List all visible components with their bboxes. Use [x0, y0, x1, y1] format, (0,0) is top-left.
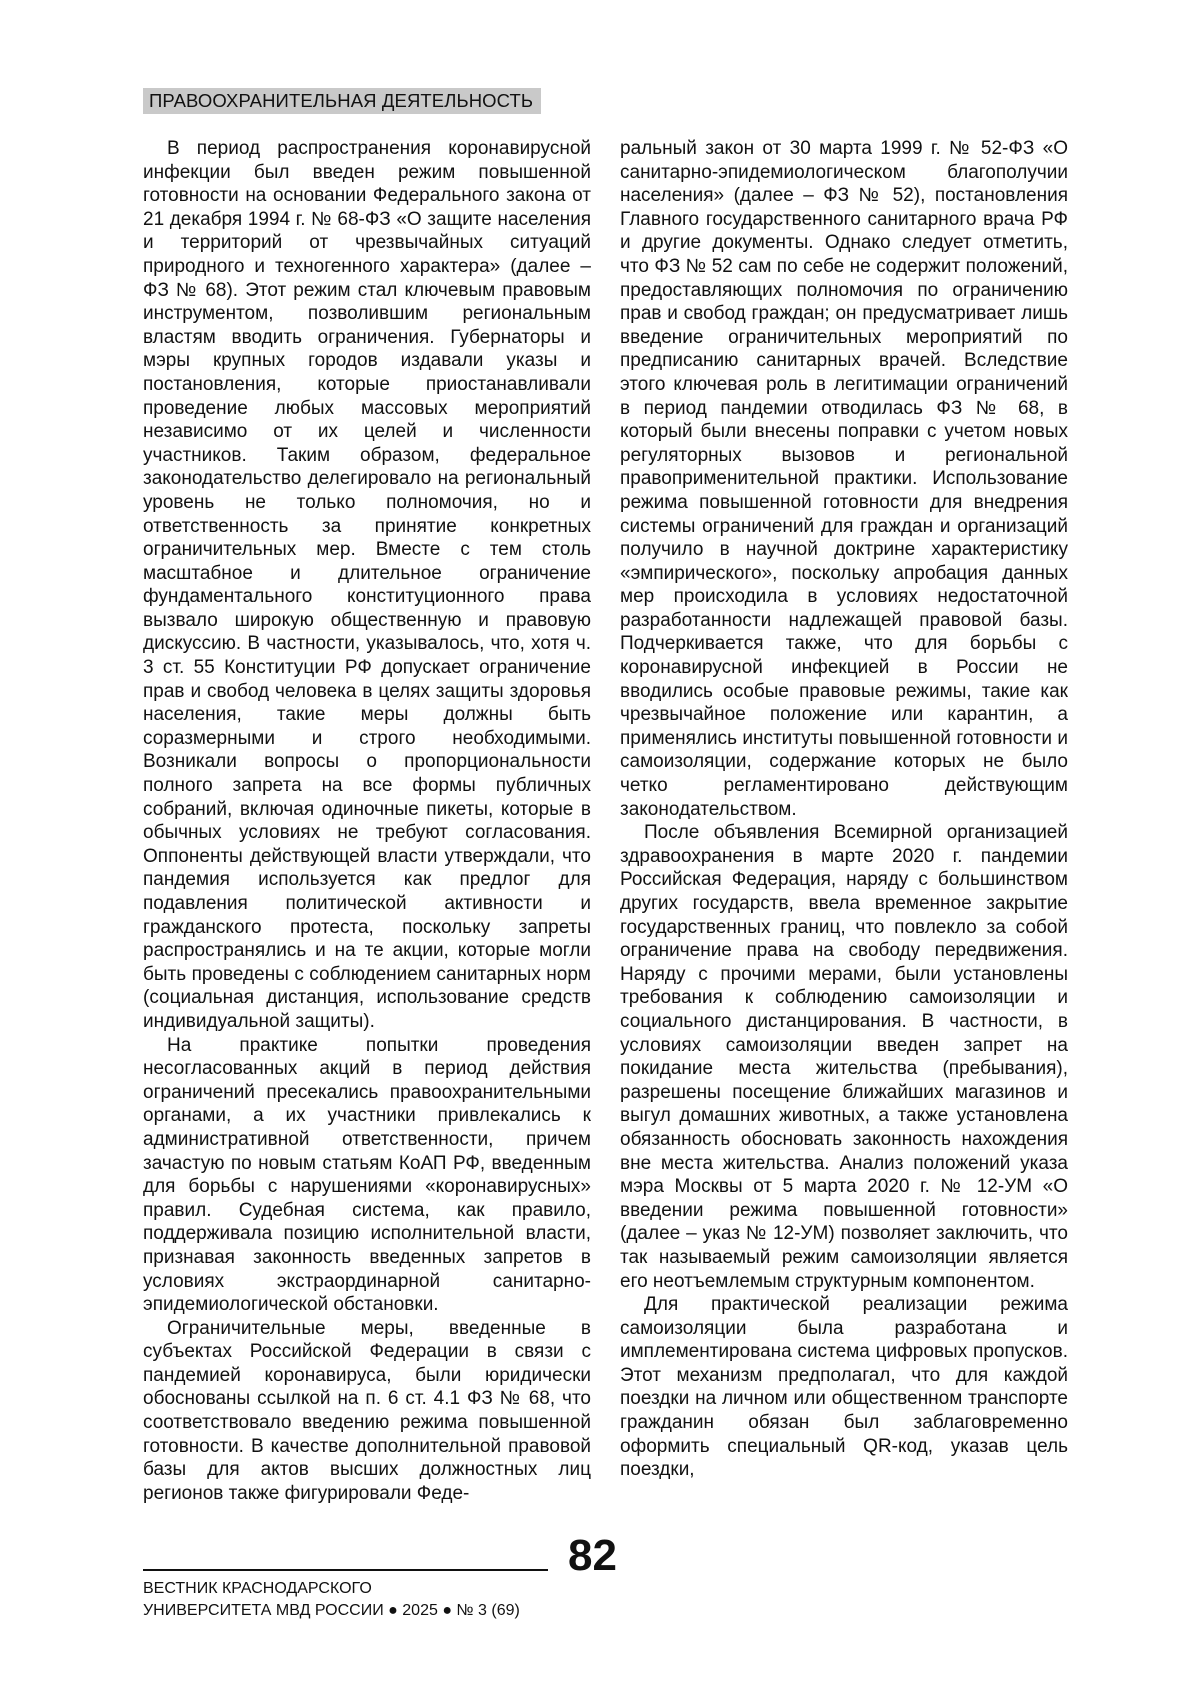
section-title: ПРАВООХРАНИТЕЛЬНАЯ ДЕЯТЕЛЬНОСТЬ [143, 88, 541, 114]
article-left-column [143, 137, 591, 1505]
article-paragraph: После объявления Всемирной организацией здравоохранения в марте 2020 г. пандемии Российская Федерация, наряду с большинством других государств, ввела временное закрытие государственных границ, что повлекло за собой ограничение права на свободу передвижения. Наряду с прочими мерами, были установлены требования к соблюдению самоизоляции и социального дистанцирования. В частности, в условиях самоизоляции введен запрет на покидание места жительства (пребывания), разрешены посещение ближайших магазинов и выгул домашних животных, а также установлена обязанность обосновать законность нахождения вне места жительства. Анализ положений указа мэра Москвы от 5 марта 2020 г. № 12-УМ «О введении режима повышенной готовности» (далее – указ № 12-УМ) позволяет заключить, что так называемый режим самоизоляции является его неотъемлемым структурным компонентом. [620, 822, 1068, 1292]
article-paragraph: Ограничительные меры, введенные в субъектах Российской Федерации в связи с пандемией коронавируса, были юридически обоснованы ссылкой на п. 6 ст. 4.1 ФЗ № 68, что соответствовало введению режима повышенной готовности. В качестве дополнительной правовой базы для актов высших должностных лиц регионов также фигурировали Феде- [143, 1317, 591, 1504]
journal-name-line: ВЕСТНИК КРАСНОДАРСКОГО [143, 1580, 372, 1597]
article-paragraph-continuation: ральный закон от 30 марта 1999 г. № 52-ФЗ «О санитарно-эпидемиологическом благополучии населения» (далее – ФЗ № 52), постановления Главного государственного санитарного врача РФ и другие документы. Однако следует отметить, что ФЗ № 52 сам по себе не содержит положений, предоставляющих полномочия по ограничению прав и свобод граждан; он предусматривает лишь введение ограничительных мероприятий по предписанию санитарных врачей. Вследствие этого ключевая роль в легитимации ограничений в период пандемии отводилась ФЗ № 68, в который были внесены поправки с учетом новых регуляторных вызовов и региональной правоприменительной практики. Использование режима повышенной готовности для внедрения системы ограничений для граждан и организаций получило в научной доктрине характеристику «эмпирического», поскольку апробация данных мер происходила в условиях недостаточной разработанности надлежащей правовой базы. Подчеркивается также, что для борьбы с коронавирусной инфекцией в России не вводились особые правовые режимы, такие как чрезвычайное положение или карантин, а применялись институты повышенной готовности и самоизоляции, содержание которых не было четко регламентировано действующим законодательством. [620, 138, 1068, 820]
article-paragraph: В период распространения коронавирусной инфекции был введен режим повышенной готовности на основании Федерального закона от 21 декабря 1994 г. № 68-ФЗ «О защите населения и территорий от чрезвычайных ситуаций природного и техногенного характера» (далее – ФЗ № 68). Этот режим стал ключевым правовым инструментом, позволившим региональным властям вводить ограничения. Губернаторы и мэры крупных городов издавали указы и постановления, которые приостанавливали проведение любых массовых мероприятий независимо от их целей и численности участников. Таким образом, федеральное законодательство делегировало на региональный уровень не только полномочия, но и ответственность за принятие конкретных ограничительных мер. Вместе с тем столь масштабное и длительное ограничение фундаментального конституционного права вызвало широкую общественную и правовую дискуссию. В частности, указывалось, что, хотя ч. 3 ст. 55 Конституции РФ допускает ограничение прав и свобод человека в целях защиты здоровья населения, такие меры должны быть соразмерными и строго необходимыми. Возникали вопросы о пропорциональности полного запрета на все формы публичных собраний, включая одиночные пикеты, которые в обычных условиях не требуют согласования. Оппоненты действующей власти утверждали, что пандемия используется как предлог для подавления политической активности и гражданского протеста, поскольку запреты распространялись и на те акции, которые могли быть проведены с соблюдением санитарных норм (социальная дистанция, использование средств индивидуальной защиты). [143, 138, 591, 1032]
journal-name [143, 1578, 520, 1622]
page-number: 82 [568, 1531, 617, 1580]
article-paragraph: На практике попытки проведения несогласованных акций в период действия ограничений пресекались правоохранительными органами, а их участники привлекались к административной ответственности, причем зачастую по новым статьям КоАП РФ, введенным для борьбы с нарушениями «коронавирусных» правил. Судебная система, как правило, поддерживала позицию исполнительной власти, признавая законность введенных запретов в условиях экстраординарной санитарно-эпидемиологической обстановки. [143, 1034, 591, 1316]
article-right-column [620, 137, 1068, 1482]
journal-issue-line: УНИВЕРСИТЕТА МВД РОССИИ ● 2025 ● № 3 (69) [143, 1602, 520, 1619]
footer-rule [143, 1569, 548, 1571]
article-paragraph: Для практической реализации режима самоизоляции была разработана и имплементирована система цифровых пропусков. Этот механизм предполагал, что для каждой поездки на личном или общественном транспорте гражданин обязан был заблаговременно оформить специальный QR-код, указав цель поездки, [620, 1294, 1068, 1481]
